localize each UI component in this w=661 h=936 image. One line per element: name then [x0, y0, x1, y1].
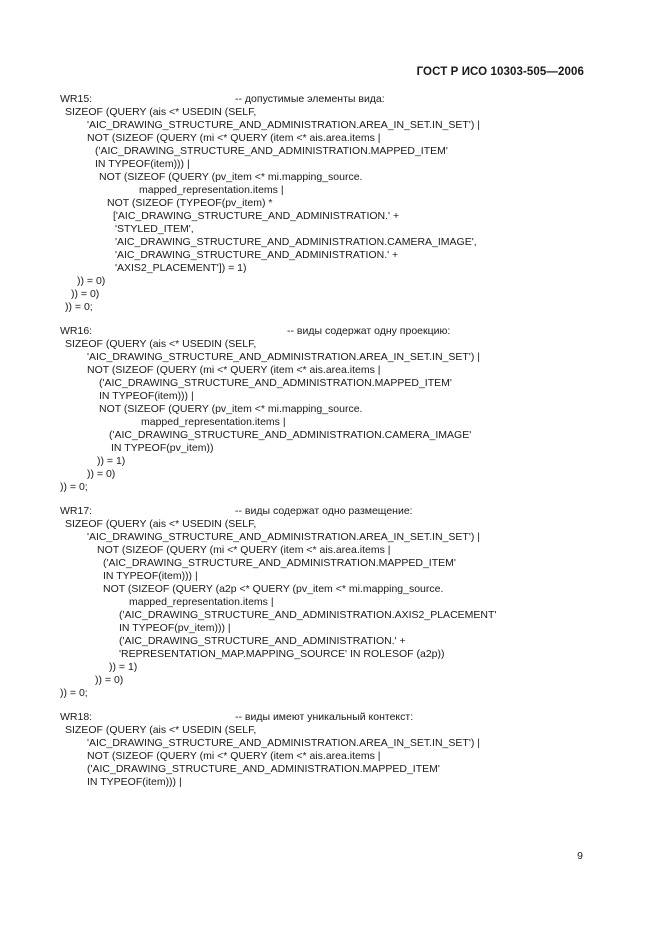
code-text: IN TYPEOF(item))) |	[103, 570, 198, 582]
rule-comment: -- виды имеют уникальный контекст:	[235, 711, 414, 723]
code-line	[60, 236, 600, 249]
code-line	[60, 351, 600, 364]
code-text: IN TYPEOF(pv_item))) |	[119, 622, 231, 634]
code-text: 'REPRESENTATION_MAP.MAPPING_SOURCE' IN ROLESOF (a2p))	[119, 648, 445, 660]
code-line	[60, 737, 600, 750]
rule-block-wr15	[60, 93, 600, 314]
code-text: SIZEOF (QUERY (ais <* USEDIN (SELF,	[65, 106, 257, 118]
code-text: 'AIC_DRAWING_STRUCTURE_AND_ADMINISTRATION.AREA_IN_SET.IN_SET') |	[87, 119, 480, 131]
code-text: ('AIC_DRAWING_STRUCTURE_AND_ADMINISTRATION.AXIS2_PLACEMENT'	[119, 609, 497, 621]
code-text: NOT (SIZEOF (QUERY (pv_item <* mi.mapping_source.	[99, 403, 363, 415]
code-text: SIZEOF (QUERY (ais <* USEDIN (SELF,	[65, 338, 257, 350]
code-text: )) = 0;	[60, 481, 88, 493]
code-text: IN TYPEOF(item))) |	[99, 390, 194, 402]
code-text: 'AIC_DRAWING_STRUCTURE_AND_ADMINISTRATION.AREA_IN_SET.IN_SET') |	[87, 737, 480, 749]
code-text: NOT (SIZEOF (QUERY (mi <* QUERY (item <* ais.area.items |	[97, 544, 391, 556]
code-line	[60, 377, 600, 390]
code-line	[60, 158, 600, 171]
rule-comment: -- виды содержат одну проекцию:	[287, 325, 451, 337]
code-text: NOT (SIZEOF (QUERY (pv_item <* mi.mapping_source.	[99, 171, 363, 183]
code-line	[60, 119, 600, 132]
code-line	[60, 635, 600, 648]
code-text: SIZEOF (QUERY (ais <* USEDIN (SELF,	[65, 724, 257, 736]
code-text: )) = 0)	[95, 674, 124, 686]
rule-label: WR17:	[60, 505, 93, 517]
page-number: 9	[577, 850, 583, 862]
code-line	[60, 210, 600, 223]
code-text: ['AIC_DRAWING_STRUCTURE_AND_ADMINISTRATION.' +	[113, 210, 400, 222]
code-line	[60, 364, 600, 377]
code-line	[60, 570, 600, 583]
code-line	[60, 776, 600, 789]
code-line	[60, 262, 600, 275]
code-line	[60, 531, 600, 544]
code-text: NOT (SIZEOF (QUERY (mi <* QUERY (item <* ais.area.items |	[87, 132, 381, 144]
code-line	[60, 648, 600, 661]
code-text: mapped_representation.items |	[141, 416, 286, 428]
code-line	[60, 197, 600, 210]
code-line	[60, 338, 600, 351]
code-text: )) = 0;	[60, 687, 88, 699]
code-line	[60, 442, 600, 455]
code-line	[60, 455, 600, 468]
rule-comment: -- виды содержат одно размещение:	[235, 505, 413, 517]
code-text: ('AIC_DRAWING_STRUCTURE_AND_ADMINISTRATION.CAMERA_IMAGE'	[109, 429, 472, 441]
code-line	[60, 724, 600, 737]
code-text: 'AIC_DRAWING_STRUCTURE_AND_ADMINISTRATION.AREA_IN_SET.IN_SET') |	[87, 351, 480, 363]
code-line	[60, 416, 600, 429]
code-listing	[60, 93, 600, 800]
code-line	[60, 249, 600, 262]
code-text: 'AIC_DRAWING_STRUCTURE_AND_ADMINISTRATION.' +	[115, 249, 399, 261]
code-text: mapped_representation.items |	[139, 184, 284, 196]
code-line	[60, 106, 600, 119]
rule-block-wr18	[60, 711, 600, 789]
code-text: 'AIC_DRAWING_STRUCTURE_AND_ADMINISTRATION.CAMERA_IMAGE',	[115, 236, 477, 248]
code-text: ('AIC_DRAWING_STRUCTURE_AND_ADMINISTRATION.MAPPED_ITEM'	[103, 557, 456, 569]
code-text: NOT (SIZEOF (TYPEOF(pv_item) *	[107, 197, 273, 209]
code-line	[60, 518, 600, 531]
code-text: )) = 1)	[109, 661, 138, 673]
code-line	[60, 583, 600, 596]
code-text: ('AIC_DRAWING_STRUCTURE_AND_ADMINISTRATION.MAPPED_ITEM'	[95, 145, 448, 157]
code-line	[60, 750, 600, 763]
code-line	[60, 223, 600, 236]
code-line	[60, 468, 600, 481]
code-text: )) = 0)	[77, 275, 106, 287]
code-text: IN TYPEOF(pv_item))	[111, 442, 214, 454]
code-line	[60, 403, 600, 416]
code-text: 'STYLED_ITEM',	[115, 223, 194, 235]
code-line	[60, 390, 600, 403]
code-text: ('AIC_DRAWING_STRUCTURE_AND_ADMINISTRATION.MAPPED_ITEM'	[87, 763, 440, 775]
code-line	[60, 687, 600, 700]
rule-block-wr17	[60, 505, 600, 700]
code-line	[60, 275, 600, 288]
code-line	[60, 622, 600, 635]
code-text: )) = 0;	[65, 301, 93, 313]
code-line	[60, 429, 600, 442]
code-text: NOT (SIZEOF (QUERY (a2p <* QUERY (pv_item <* mi.mapping_source.	[103, 583, 444, 595]
code-text: )) = 0)	[71, 288, 100, 300]
code-line	[60, 171, 600, 184]
code-line	[60, 763, 600, 776]
code-text: 'AIC_DRAWING_STRUCTURE_AND_ADMINISTRATION.AREA_IN_SET.IN_SET') |	[87, 531, 480, 543]
code-line	[60, 288, 600, 301]
code-line	[60, 93, 600, 106]
code-text: )) = 1)	[97, 455, 126, 467]
code-text: IN TYPEOF(item))) |	[95, 158, 190, 170]
code-text: 'AXIS2_PLACEMENT']) = 1)	[115, 262, 247, 274]
rule-comment: -- допустимые элементы вида:	[235, 93, 385, 105]
code-line	[60, 301, 600, 314]
code-line	[60, 674, 600, 687]
code-line	[60, 596, 600, 609]
code-line	[60, 481, 600, 494]
code-line	[60, 145, 600, 158]
code-text: SIZEOF (QUERY (ais <* USEDIN (SELF,	[65, 518, 257, 530]
code-text: IN TYPEOF(item))) |	[87, 776, 182, 788]
code-line	[60, 184, 600, 197]
document-header: ГОСТ Р ИСО 10303-505—2006	[416, 66, 584, 78]
code-line	[60, 609, 600, 622]
rule-label: WR15:	[60, 93, 93, 105]
code-text: ('AIC_DRAWING_STRUCTURE_AND_ADMINISTRATION.' +	[119, 635, 406, 647]
code-line	[60, 557, 600, 570]
rule-block-wr16	[60, 325, 600, 494]
code-text: NOT (SIZEOF (QUERY (mi <* QUERY (item <* ais.area.items |	[87, 750, 381, 762]
code-line	[60, 325, 600, 338]
code-text: ('AIC_DRAWING_STRUCTURE_AND_ADMINISTRATION.MAPPED_ITEM'	[99, 377, 452, 389]
code-text: NOT (SIZEOF (QUERY (mi <* QUERY (item <* ais.area.items |	[87, 364, 381, 376]
code-line	[60, 711, 600, 724]
code-line	[60, 505, 600, 518]
code-line	[60, 544, 600, 557]
code-line	[60, 661, 600, 674]
rule-label: WR18:	[60, 711, 93, 723]
code-text: )) = 0)	[87, 468, 116, 480]
rule-label: WR16:	[60, 325, 93, 337]
code-line	[60, 132, 600, 145]
code-text: mapped_representation.items |	[129, 596, 274, 608]
